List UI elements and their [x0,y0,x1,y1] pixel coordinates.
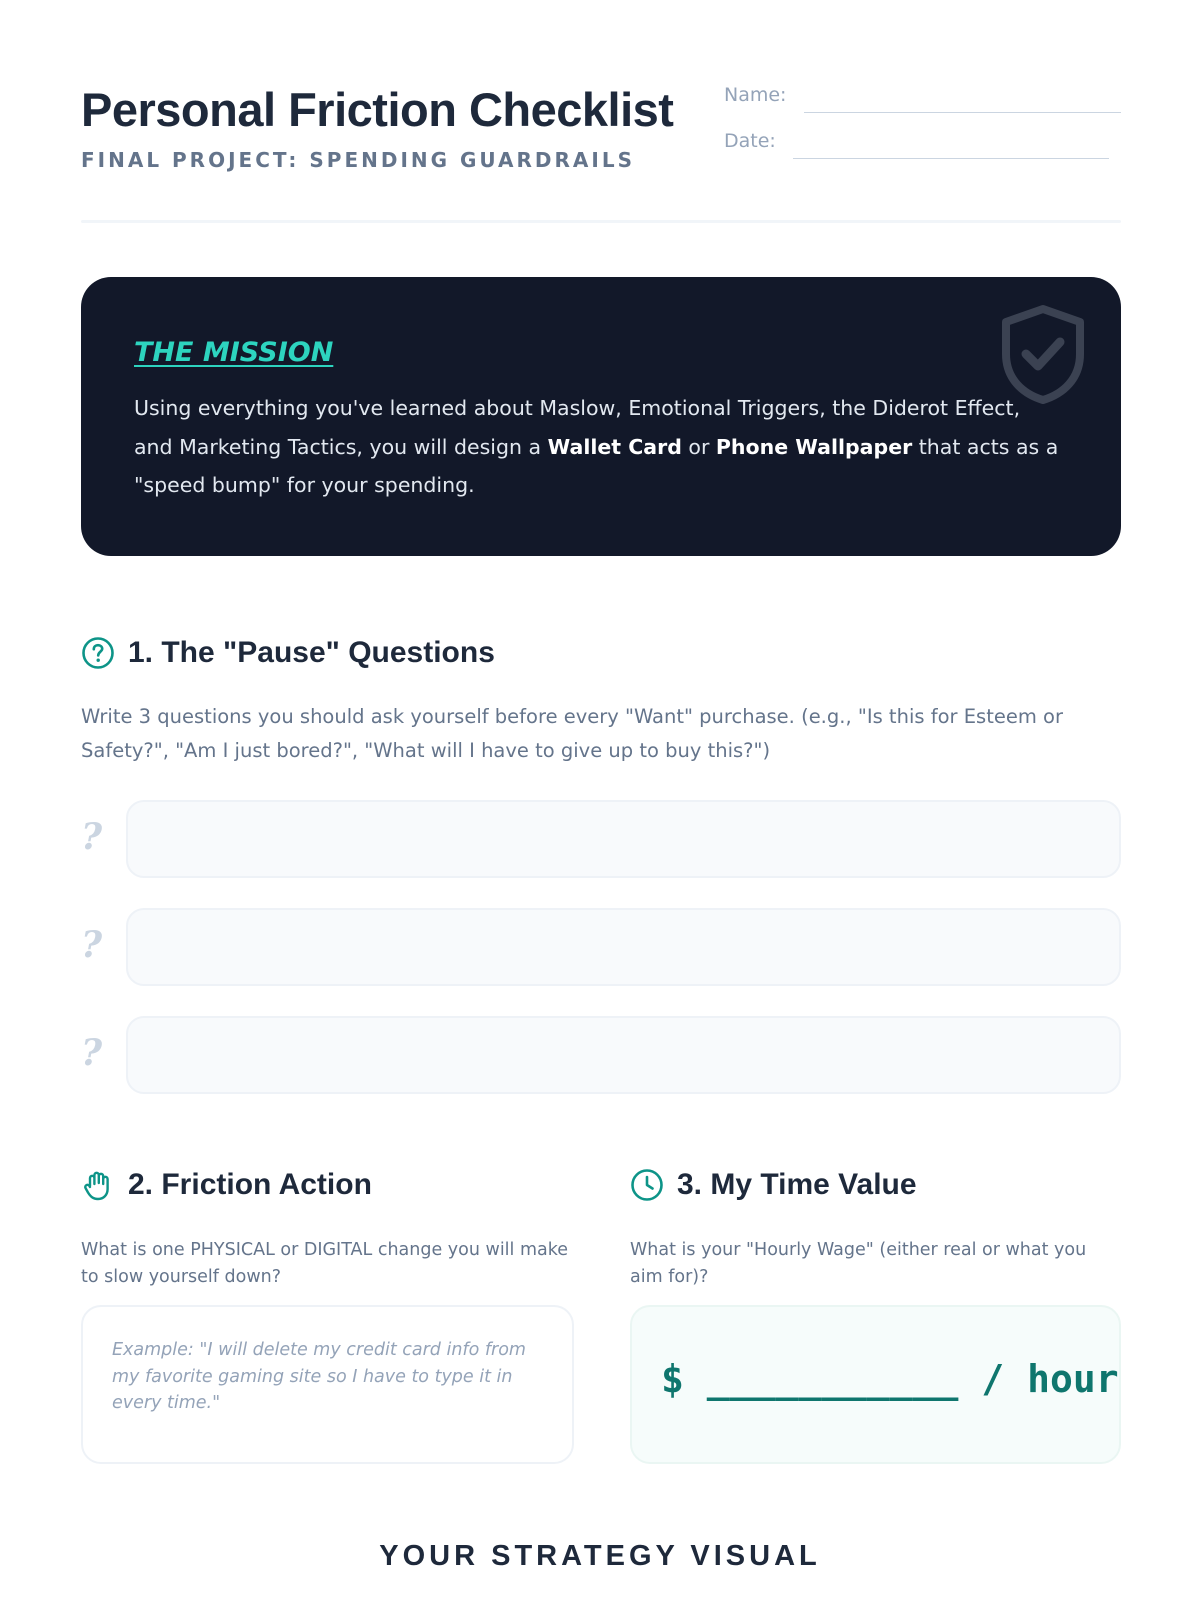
hourly-wage-line [661,1357,1119,1401]
page-subtitle: FINAL PROJECT: SPENDING GUARDRAILS [81,148,635,172]
pause-question-row [81,1016,1121,1096]
mission-title: THE MISSION [134,337,334,368]
currency-symbol: $ [661,1357,684,1401]
question-2-input[interactable] [126,908,1121,986]
strategy-visual-title: YOUR STRATEGY VISUAL [379,1540,821,1572]
hourly-wage-box [630,1305,1121,1464]
per-hour-label: / hour [981,1357,1119,1401]
time-value-description: What is your "Hourly Wage" (either real or what you aim for)? [630,1240,1087,1287]
mission-text-part-2: or [681,434,716,459]
clock-icon [630,1168,664,1202]
pause-question-row [81,800,1121,880]
question-marker: ? [81,1032,103,1074]
question-1-input[interactable] [126,800,1121,878]
friction-action-heading [81,1168,372,1202]
header-divider [81,220,1121,223]
date-label: Date: [724,130,776,152]
student-info [724,82,1121,174]
mission-card [81,277,1121,556]
friction-action-input[interactable] [81,1305,574,1464]
name-field[interactable] [804,112,1121,113]
pause-questions-description: Write 3 questions you should ask yourself before every "Want" purchase. (e.g., "Is this for Esteem or Safety?", "Am I just bored?", "What will I have to give up to buy this?") [81,705,1063,762]
question-marker: ? [81,924,103,966]
time-value-title: 3. My Time Value [677,1168,917,1201]
hand-icon [81,1168,115,1202]
mission-text-part-1: Using everything you've learned about Maslow, Emotional Triggers, the Diderot Effect, and Marketing Tactics, you will design a [134,396,1021,459]
question-marker: ? [81,816,103,858]
mission-text-part-3: that acts as a "speed bump" for your spending. [134,434,1059,497]
pause-questions-title: 1. The "Pause" Questions [128,636,495,669]
mission-bold-phone-wallpaper: Phone Wallpaper [715,434,913,459]
pause-question-row [81,908,1121,988]
friction-action-placeholder: Example: "I will delete my credit card info from my favorite gaming site so I have to type it in every time." [112,1340,526,1413]
question-circle-icon [81,636,115,670]
date-row [724,128,1121,174]
page-title: Personal Friction Checklist [81,83,674,136]
pause-questions-heading [81,636,495,670]
hourly-wage-blank[interactable]: ___________ [706,1357,959,1401]
time-value-heading [630,1168,917,1202]
mission-text [134,389,1064,505]
mission-bold-wallet-card: Wallet Card [547,434,682,459]
friction-action-description: What is one PHYSICAL or DIGITAL change you will make to slow yourself down? [81,1240,569,1287]
question-3-input[interactable] [126,1016,1121,1094]
friction-action-title: 2. Friction Action [128,1168,372,1201]
date-field[interactable] [793,158,1109,159]
name-row [724,82,1121,128]
shield-check-icon [998,304,1088,404]
name-label: Name: [724,84,787,106]
